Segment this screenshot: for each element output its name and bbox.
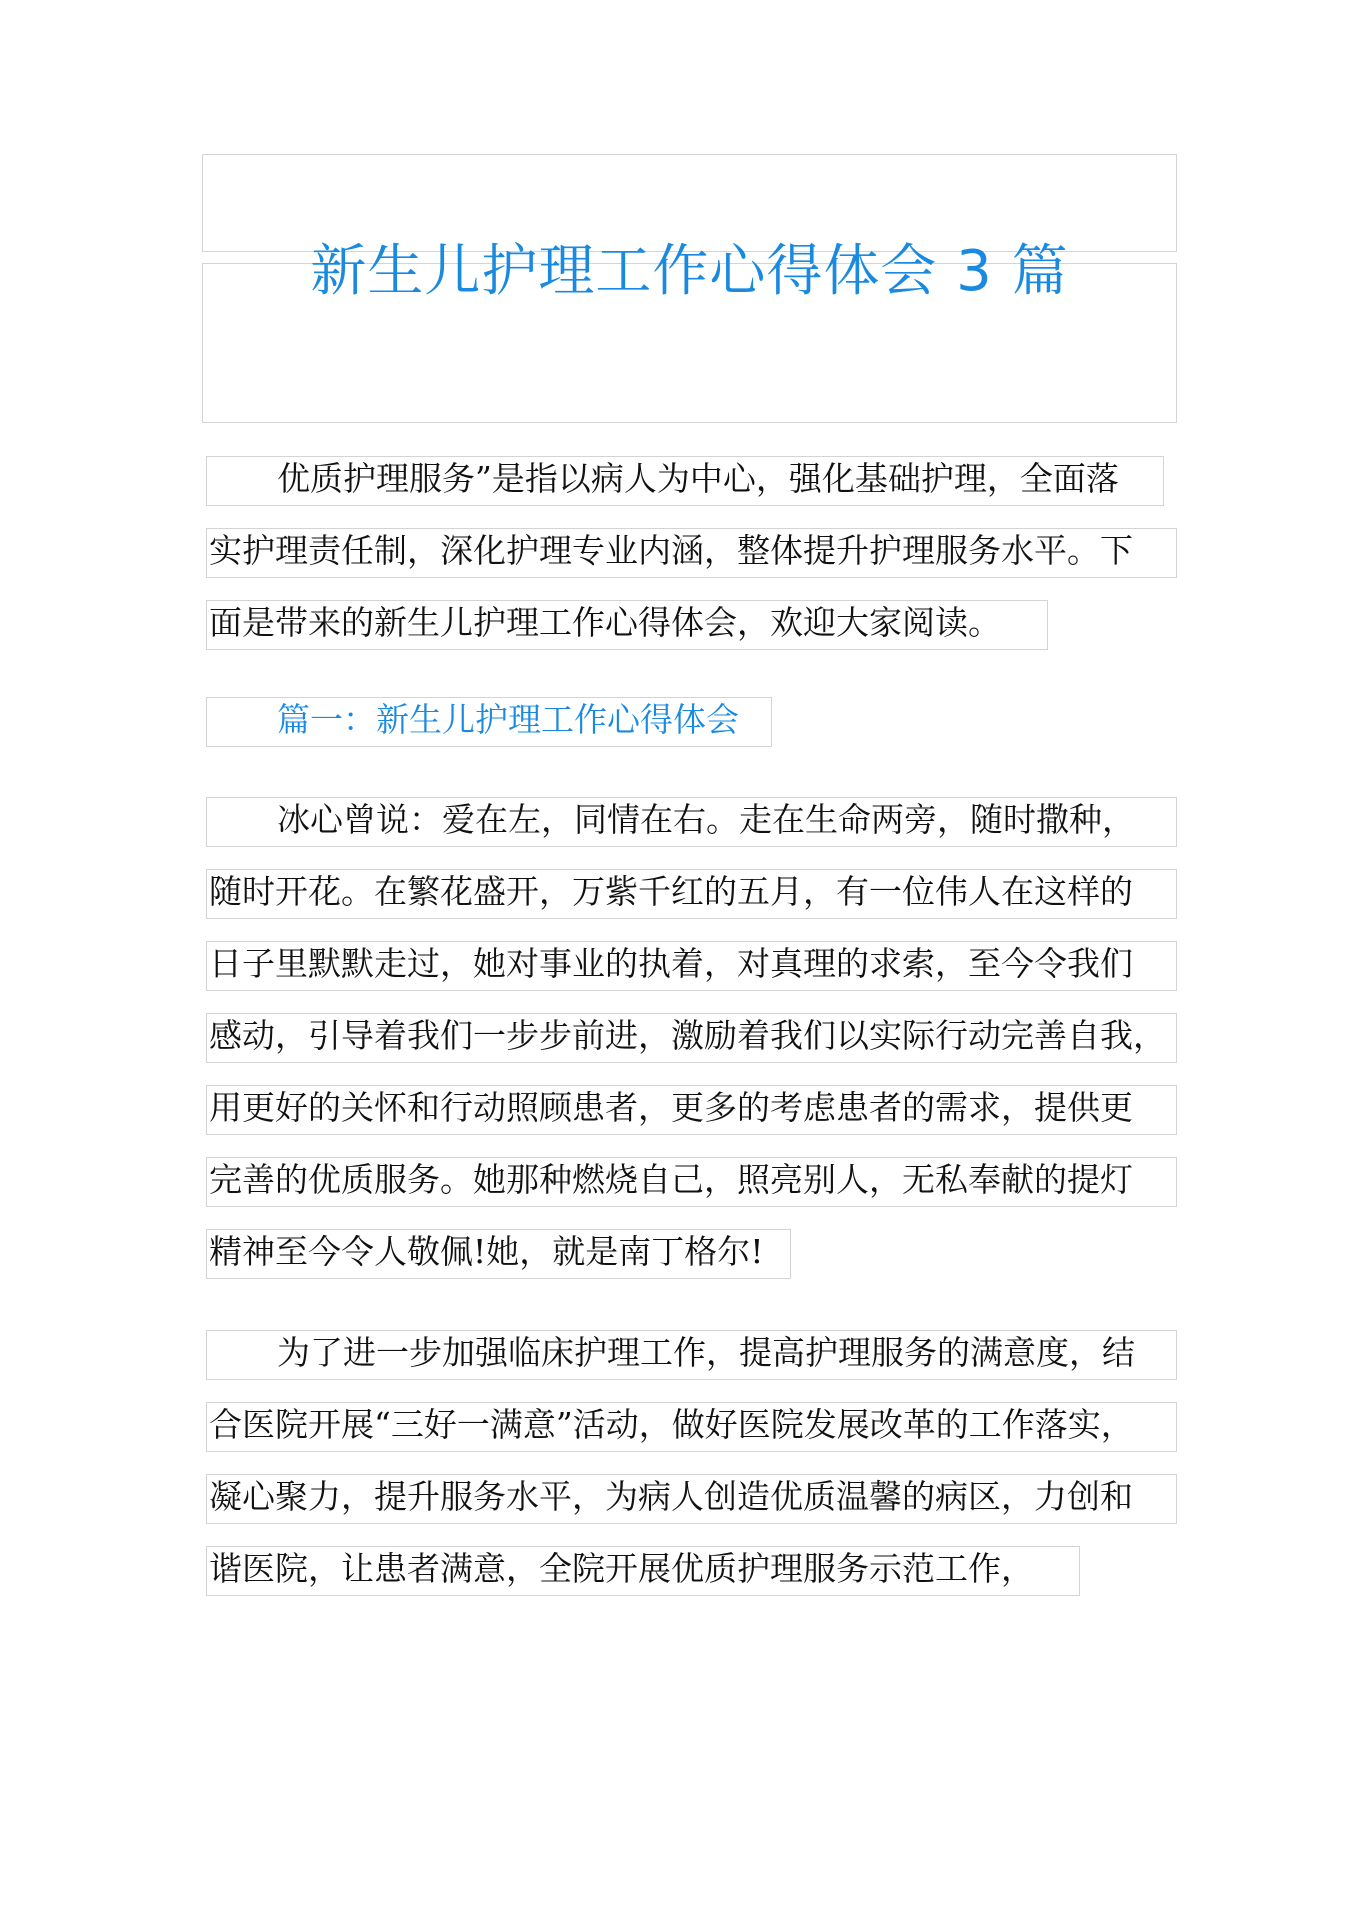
paragraph2-line-1: 为了进一步加强临床护理工作，提高护理服务的满意度，结: [206, 1330, 1177, 1380]
paragraph1-line-1: 冰心曾说：爱在左，同情在右。走在生命两旁，随时撒种，: [206, 797, 1177, 847]
paragraph2-line-3: 凝心聚力，提升服务水平，为病人创造优质温馨的病区，力创和: [206, 1474, 1177, 1524]
intro-line-2: 实护理责任制，深化护理专业内涵，整体提升护理服务水平。下: [206, 528, 1177, 578]
paragraph2-line-4: 谐医院，让患者满意，全院开展优质护理服务示范工作，: [206, 1546, 1080, 1596]
paragraph1-line-4: 感动，引导着我们一步步前进，激励着我们以实际行动完善自我，: [206, 1013, 1177, 1063]
paragraph1-line-2: 随时开花。在繁花盛开，万紫千红的五月，有一位伟人在这样的: [206, 869, 1177, 919]
paragraph1-line-5: 用更好的关怀和行动照顾患者，更多的考虑患者的需求，提供更: [206, 1085, 1177, 1135]
section-heading: 篇一：新生儿护理工作心得体会: [206, 697, 772, 747]
document-title: 新生儿护理工作心得体会 3 篇: [310, 239, 1069, 304]
paragraph2-line-2: 合医院开展“三好一满意”活动，做好医院发展改革的工作落实，: [206, 1402, 1177, 1452]
paragraph1-line-6: 完善的优质服务。她那种燃烧自己，照亮别人，无私奉献的提灯: [206, 1157, 1177, 1207]
intro-line-1: 优质护理服务”是指以病人为中心，强化基础护理，全面落: [206, 456, 1164, 506]
intro-line-3: 面是带来的新生儿护理工作心得体会，欢迎大家阅读。: [206, 600, 1048, 650]
paragraph1-line-7: 精神至今令人敬佩!她，就是南丁格尔!: [206, 1229, 791, 1279]
paragraph1-line-3: 日子里默默走过，她对事业的执着，对真理的求索，至今令我们: [206, 941, 1177, 991]
